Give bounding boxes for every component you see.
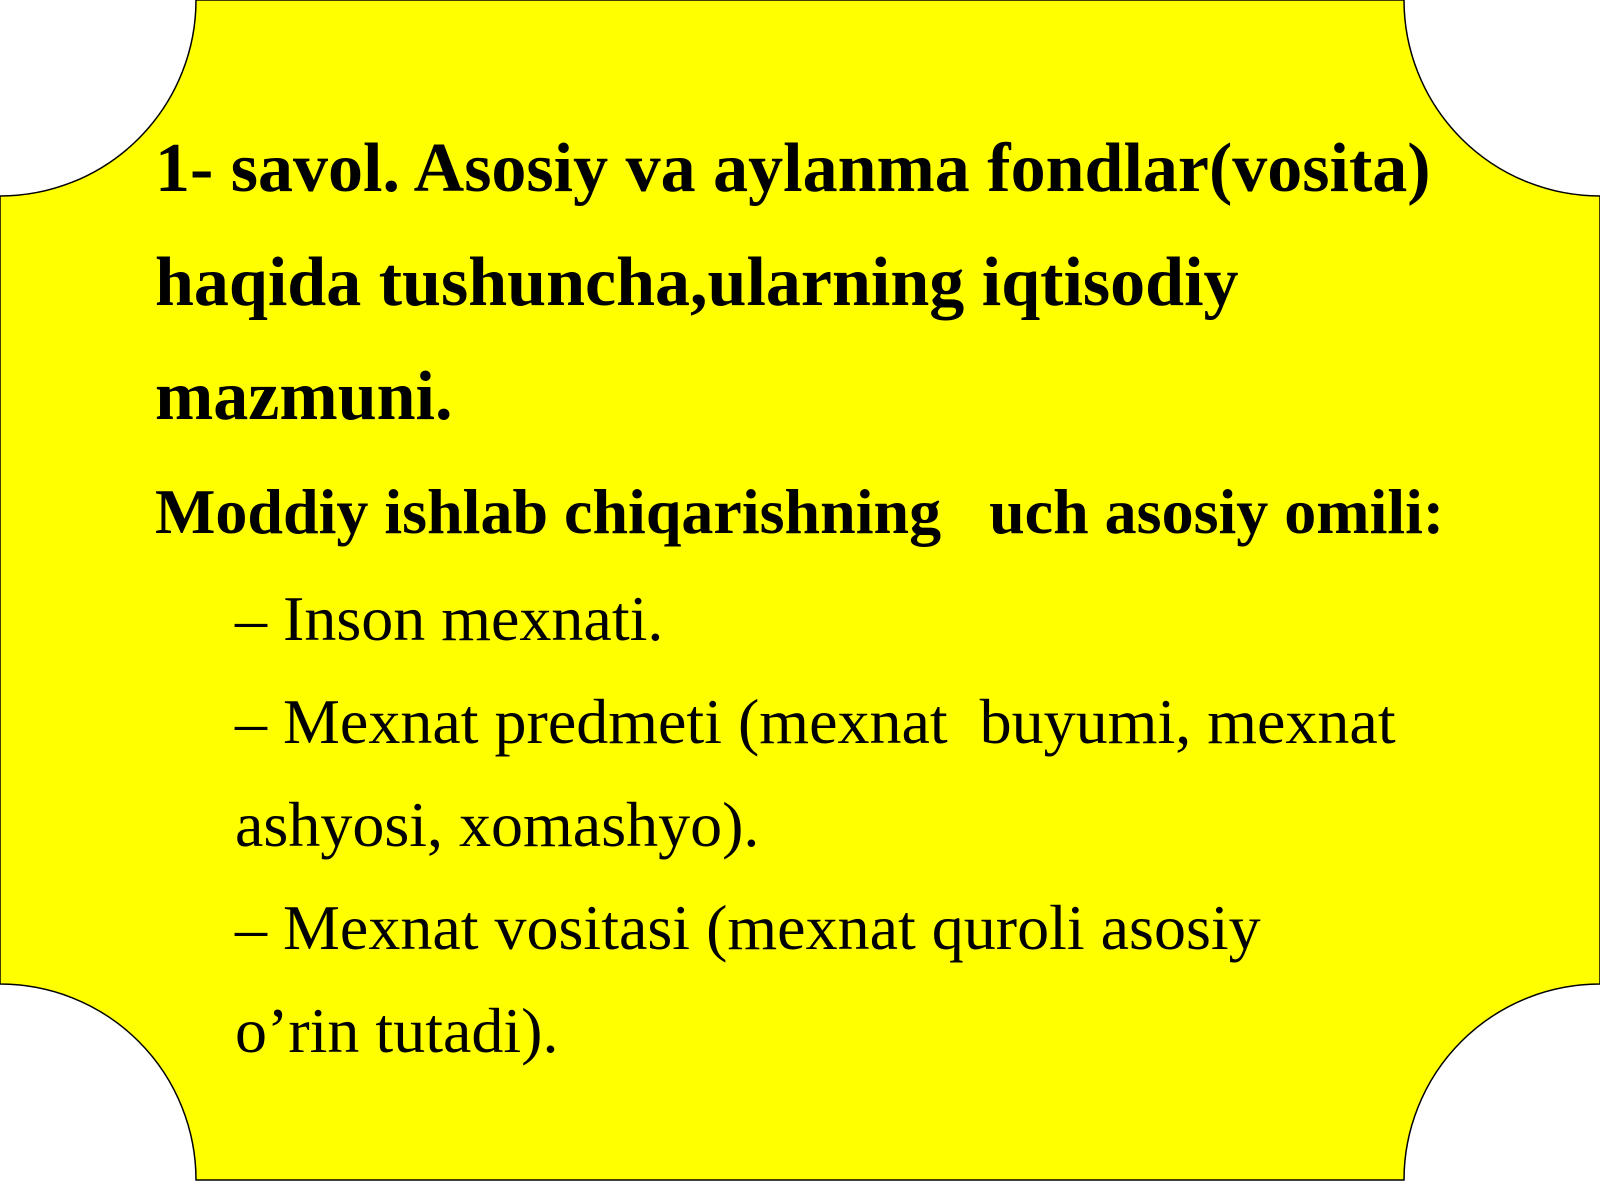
- title-line: haqida tushuncha,ularning iqtisodiy: [155, 244, 1239, 321]
- slide-title: [155, 112, 1600, 454]
- slide-subtitle: Moddiy ishlab chiqarishning uch asosiy omili:: [155, 476, 1445, 547]
- bullet-item: [235, 670, 1565, 876]
- bullet-text-continued: ashyosi, xomashyo).: [235, 789, 760, 860]
- bullet-text: Mexnat predmeti (mexnat buyumi, mexnat: [283, 686, 1396, 757]
- bullet-dash: –: [235, 583, 283, 654]
- title-line: 1- savol. Asosiy va aylanma fondlar(vosita): [155, 130, 1431, 207]
- bullet-item: [235, 567, 1565, 670]
- bullet-text: Inson mexnati.: [283, 583, 664, 654]
- bullet-dash: –: [235, 686, 283, 757]
- bullet-text-continued: o’rin tutadi).: [235, 995, 559, 1066]
- bullet-dash: –: [235, 892, 283, 963]
- bullet-text: Mexnat vositasi (mexnat quroli asosiy: [283, 892, 1261, 963]
- title-line: mazmuni.: [155, 358, 453, 435]
- bullet-item: [235, 876, 1565, 1082]
- bullet-list: [235, 567, 1565, 1082]
